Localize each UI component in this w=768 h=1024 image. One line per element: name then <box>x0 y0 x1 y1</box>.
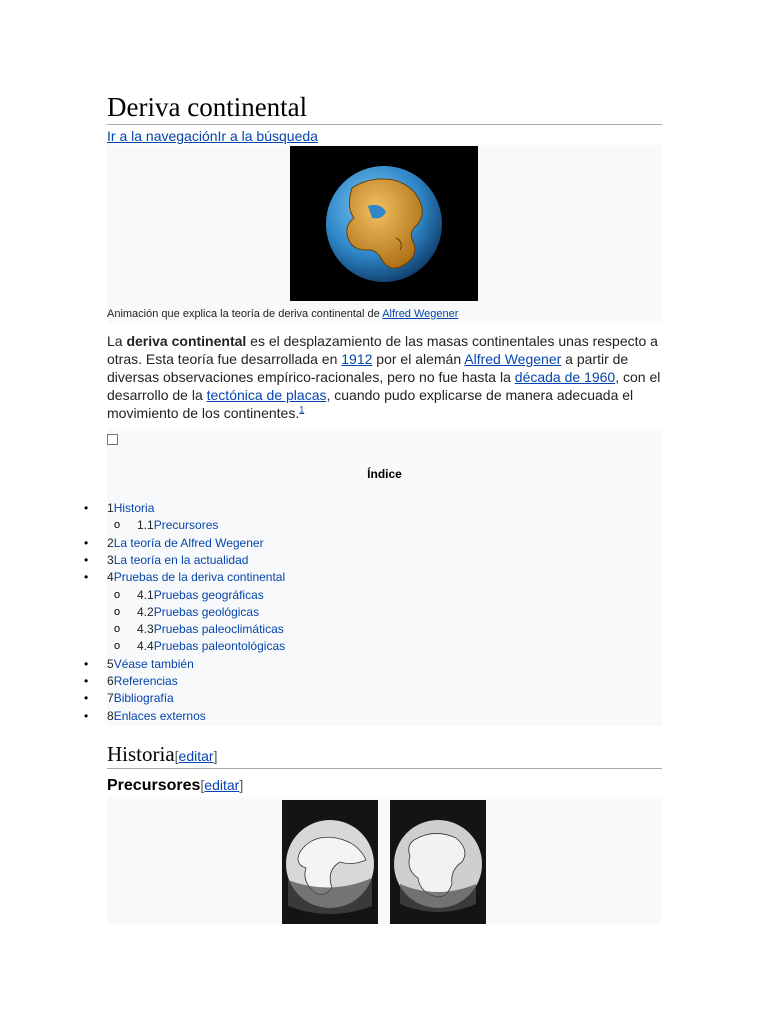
toc-number: 8 <box>107 708 114 723</box>
toc-label[interactable]: La teoría de Alfred Wegener <box>113 535 264 550</box>
toc-item[interactable] <box>84 569 286 585</box>
toc-number: 3 <box>107 552 114 567</box>
intro-text: por el alemán <box>372 351 465 367</box>
toc-bullet: • <box>84 656 89 671</box>
toc-number: 1 <box>107 501 114 515</box>
intro-bold-term: deriva continental <box>126 333 247 349</box>
edit-bracket: ] <box>239 777 244 793</box>
jump-to-search-link[interactable]: Ir a la búsqueda <box>217 128 318 144</box>
toc-label[interactable]: Pruebas paleoclimáticas <box>153 622 284 637</box>
intro-text: La <box>107 333 127 349</box>
edit-section <box>200 777 243 793</box>
intro-text: a partir de diversas observaciones empírico-racionales, pero no fue hasta la <box>107 351 629 385</box>
toc-number: 4.4 <box>137 639 154 654</box>
toc-bullet: • <box>84 708 89 723</box>
reference-link[interactable]: 1 <box>299 404 305 415</box>
toc-label[interactable]: Pruebas paleontológicas <box>153 639 286 654</box>
toc-item[interactable] <box>114 621 284 637</box>
map-graphic <box>282 800 378 924</box>
link-tectonica-placas[interactable]: tectónica de placas <box>206 387 327 403</box>
section-title: Historia <box>107 742 175 766</box>
map-graphic <box>390 800 486 924</box>
toc-bullet: • <box>84 570 89 585</box>
toc-label[interactable]: Véase también <box>113 656 194 671</box>
historical-maps-figure <box>107 797 662 924</box>
edit-bracket: [ <box>174 748 179 764</box>
section-title: Precursores <box>107 777 201 794</box>
toc-number: 4.1 <box>137 587 154 602</box>
toc-bullet: • <box>84 535 89 550</box>
toc-number: 1.1 <box>137 518 154 533</box>
intro-text: , cuando pudo explicarse de manera adecuada el movimiento de los continentes. <box>107 387 634 421</box>
toc-item[interactable] <box>114 604 260 620</box>
historical-map-image[interactable] <box>390 800 486 924</box>
toc-label[interactable]: La teoría en la actualidad <box>113 552 249 567</box>
toc-label[interactable]: Pruebas geográficas <box>153 587 264 602</box>
globe-animation-image[interactable] <box>290 146 478 301</box>
toc-bullet: • <box>84 501 89 515</box>
edit-section <box>175 748 218 764</box>
toc-number: 7 <box>107 691 114 706</box>
toc-label[interactable]: Enlaces externos <box>113 708 206 723</box>
toc-item[interactable] <box>84 673 178 689</box>
edit-bracket: ] <box>213 748 218 764</box>
edit-link[interactable]: editar <box>204 777 240 793</box>
toc-item[interactable] <box>84 708 206 724</box>
toc-label[interactable]: Bibliografía <box>113 691 174 706</box>
toc-bullet: • <box>84 691 89 706</box>
link-1912[interactable]: 1912 <box>341 351 373 367</box>
toc-bullet: o <box>114 605 121 618</box>
toc-bullet: o <box>114 588 121 601</box>
toc-bullet: • <box>84 674 89 688</box>
intro-text: , con el desarrollo de la <box>107 369 661 403</box>
section-heading-historia <box>107 741 662 769</box>
intro-text: es el desplazamiento de las masas continentales unas respecto a otras. Esta teoría fue desarrollada en <box>107 333 658 367</box>
toc-toggle-checkbox[interactable] <box>107 434 118 445</box>
toc-label[interactable]: Historia <box>113 501 155 515</box>
globe-caption <box>107 307 458 321</box>
link-alfred-wegener[interactable]: Alfred Wegener <box>464 351 562 367</box>
toc-bullet: o <box>114 623 121 636</box>
caption-wegener-link[interactable]: Alfred Wegener <box>382 308 459 320</box>
toc-label[interactable]: Precursores <box>153 518 219 533</box>
jump-links <box>107 127 318 145</box>
intro-paragraph <box>107 332 667 422</box>
toc-item[interactable] <box>84 500 155 516</box>
toc-item[interactable] <box>114 587 264 603</box>
toc-number: 4 <box>107 570 114 585</box>
caption-text: Animación que explica la teoría de deriva continental de <box>107 308 383 320</box>
toc-label[interactable]: Pruebas de la deriva continental <box>113 570 286 585</box>
toc-item[interactable] <box>84 535 264 551</box>
section-heading-precursores <box>107 775 243 796</box>
toc-bullet: o <box>114 519 121 532</box>
toc-title: Índice <box>367 467 402 481</box>
page-title: Deriva continental <box>107 90 662 125</box>
jump-to-navigation-link[interactable]: Ir a la navegación <box>107 128 218 144</box>
edit-bracket: [ <box>200 777 205 793</box>
link-decada-1960[interactable]: década de 1960 <box>514 369 616 385</box>
toc-number: 5 <box>107 656 114 671</box>
toc-number: 4.3 <box>137 622 154 637</box>
toc-item[interactable] <box>84 552 249 568</box>
toc-bullet: • <box>84 552 89 567</box>
globe-graphic <box>290 146 478 301</box>
toc-number: 6 <box>107 674 114 688</box>
globe-figure <box>107 145 662 323</box>
toc-item[interactable] <box>84 656 194 672</box>
toc-label[interactable]: Pruebas geológicas <box>153 604 260 619</box>
toc-label[interactable]: Referencias <box>113 674 178 688</box>
toc-bullet: o <box>114 640 121 653</box>
toc-number: 4.2 <box>137 604 154 619</box>
historical-map-image[interactable] <box>282 800 378 924</box>
toc-item[interactable] <box>114 517 219 533</box>
toc-item[interactable] <box>114 638 286 654</box>
edit-link[interactable]: editar <box>178 748 214 764</box>
toc-number: 2 <box>107 535 114 550</box>
toc-item[interactable] <box>84 690 174 706</box>
